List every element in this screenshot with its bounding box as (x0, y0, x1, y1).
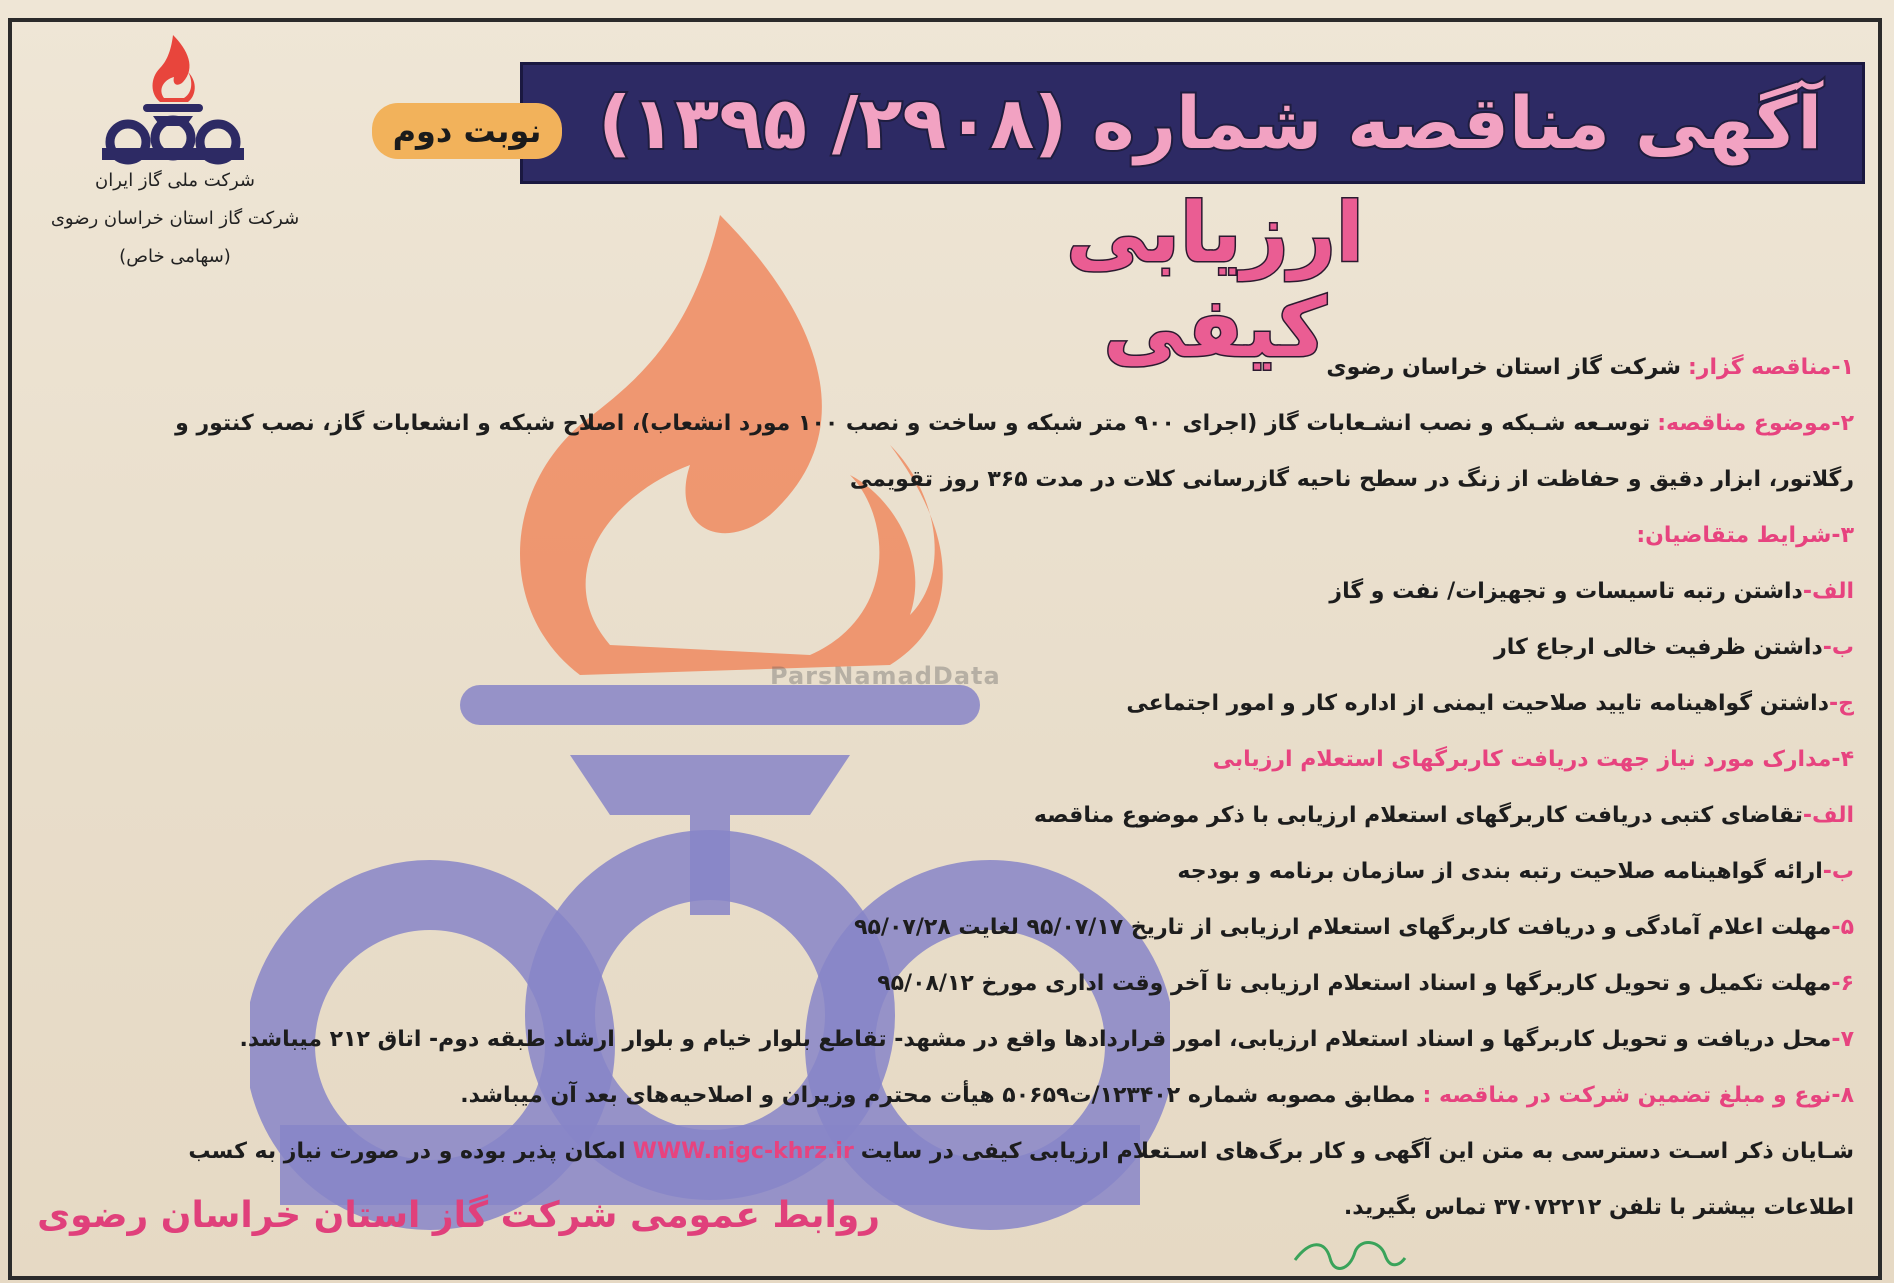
nigc-logo-icon (88, 30, 258, 170)
item-7-label: ۷- (1831, 1027, 1854, 1052)
note-c: اطلاعات بیشتر با تلفن ۳۷۰۷۲۲۱۲ تماس بگیرید. (1343, 1195, 1854, 1220)
item-8-label: ۸-نوع و مبلغ تضمین شرکت در مناقصه : (1422, 1083, 1854, 1108)
item-6-label: ۶- (1831, 971, 1854, 996)
item-4a (30, 788, 1854, 844)
note-b: امکان پذیر بوده و در صورت نیاز به کسب (188, 1139, 626, 1164)
note (30, 1124, 1854, 1180)
item-2-label: ۲-موضوع مناقصه: (1657, 411, 1854, 436)
subtitle: ارزیابی کیفی (1066, 186, 1364, 376)
item-8-value: مطابق مصوبه شماره ۱۲۳۴۰۲/ت۵۰۶۵۹ هیأت محترم وزیران و اصلاحیه‌های بعد آن میباشد. (460, 1083, 1416, 1108)
item-3a-label: الف- (1802, 579, 1854, 604)
item-3b-value: داشتن ظرفیت خالی ارجاع کار (1494, 635, 1823, 660)
item-4 (30, 732, 1854, 788)
tender-title: آگهی مناقصه شماره (۲۹۰۸/ ۱۳۹۵) (598, 81, 1822, 165)
item-3b-label: ب- (1822, 635, 1854, 660)
item-2-value-b: رگلاتور، ابزار دقیق و حفاظت از زنگ در سطح ناحیه گازرسانی کلات در مدت ۳۶۵ روز تقویمی (849, 467, 1854, 492)
item-2-value-a: توسـعه شـبکه و نصب انشـعابات گاز (اجرای ۹۰۰ متر شبکه و ساخت و نصب ۱۰۰ مورد انشعاب)، اصلاح شبکه و انشعابات گاز، نصب کنتور و (175, 411, 1651, 436)
item-7-value: محل دریافت و تحویل کاربرگها و اسناد استعلام ارزیابی، امور قراردادها واقع در مشهد- تقاطع بلوار خیام و بلوار ارشاد طبقه دوم- اتاق ۲۱۲ میباشد. (239, 1027, 1832, 1052)
handwritten-mark-icon (1290, 1230, 1410, 1280)
item-4b-label: ب- (1822, 859, 1854, 884)
item-3c-value: داشتن گواهینامه تایید صلاحیت ایمنی از اداره کار و امور اجتماعی (1126, 691, 1829, 716)
item-3b (30, 620, 1854, 676)
item-6-value: مهلت تکمیل و تحویل کاربرگها و اسناد استعلام ارزیابی تا آخر وقت اداری مورخ ۹۵/۰۸/۱۲ (877, 971, 1832, 996)
item-5-label: ۵- (1831, 915, 1854, 940)
company-name-2: شرکت گاز استان خراسان رضوی (50, 208, 300, 229)
round-badge: نوبت دوم (372, 103, 562, 159)
item-3-label: ۳-شرایط متقاضیان: (1636, 523, 1854, 548)
item-1-value: شرکت گاز استان خراسان رضوی (1326, 355, 1681, 380)
item-4-label: ۴-مدارک مورد نیاز جهت دریافت کاربرگهای استعلام ارزیابی (1212, 747, 1854, 772)
item-2 (30, 396, 1854, 452)
item-6 (30, 956, 1854, 1012)
note-a: شـایان ذکر اسـت دسترسی به متن این آگهی و کار برگ‌های اسـتعلام ارزیابی کیفی در سایت (860, 1139, 1854, 1164)
item-3a-value: داشتن رتبه تاسیسات و تجهیزات/ نفت و گاز (1329, 579, 1803, 604)
item-8 (30, 1068, 1854, 1124)
signature: روابط عمومی شرکت گاز استان خراسان رضوی (37, 1195, 880, 1236)
item-3 (30, 508, 1854, 564)
company-name-1: شرکت ملی گاز ایران (95, 170, 255, 191)
item-5 (30, 900, 1854, 956)
header-band (520, 62, 1865, 184)
item-2-cont (30, 452, 1854, 508)
company-name-3: (سهامی خاص) (119, 246, 231, 267)
item-3c-label: ج- (1829, 691, 1854, 716)
item-5-value: مهلت اعلام آمادگی و دریافت کاربرگهای استعلام ارزیابی از تاریخ ۹۵/۰۷/۱۷ لغایت ۹۵/۰۷/۲۸ (854, 915, 1832, 940)
item-1-label: ۱-مناقصه گزار: (1688, 355, 1854, 380)
item-4b-value: ارائه گواهینامه صلاحیت رتبه بندی از سازمان برنامه و بودجه (1177, 859, 1823, 884)
watermark-brand-text: ParsNamadData (770, 662, 1001, 690)
item-3a (30, 564, 1854, 620)
item-4a-value: تقاضای کتبی دریافت کاربرگهای استعلام ارزیابی با ذکر موضوع مناقصه (1033, 803, 1803, 828)
item-4a-label: الف- (1802, 803, 1854, 828)
item-7 (30, 1012, 1854, 1068)
item-4b (30, 844, 1854, 900)
item-3c (30, 676, 1854, 732)
item-1 (30, 340, 1854, 396)
website-link[interactable]: WWW.nigc-khrz.ir (632, 1139, 854, 1164)
